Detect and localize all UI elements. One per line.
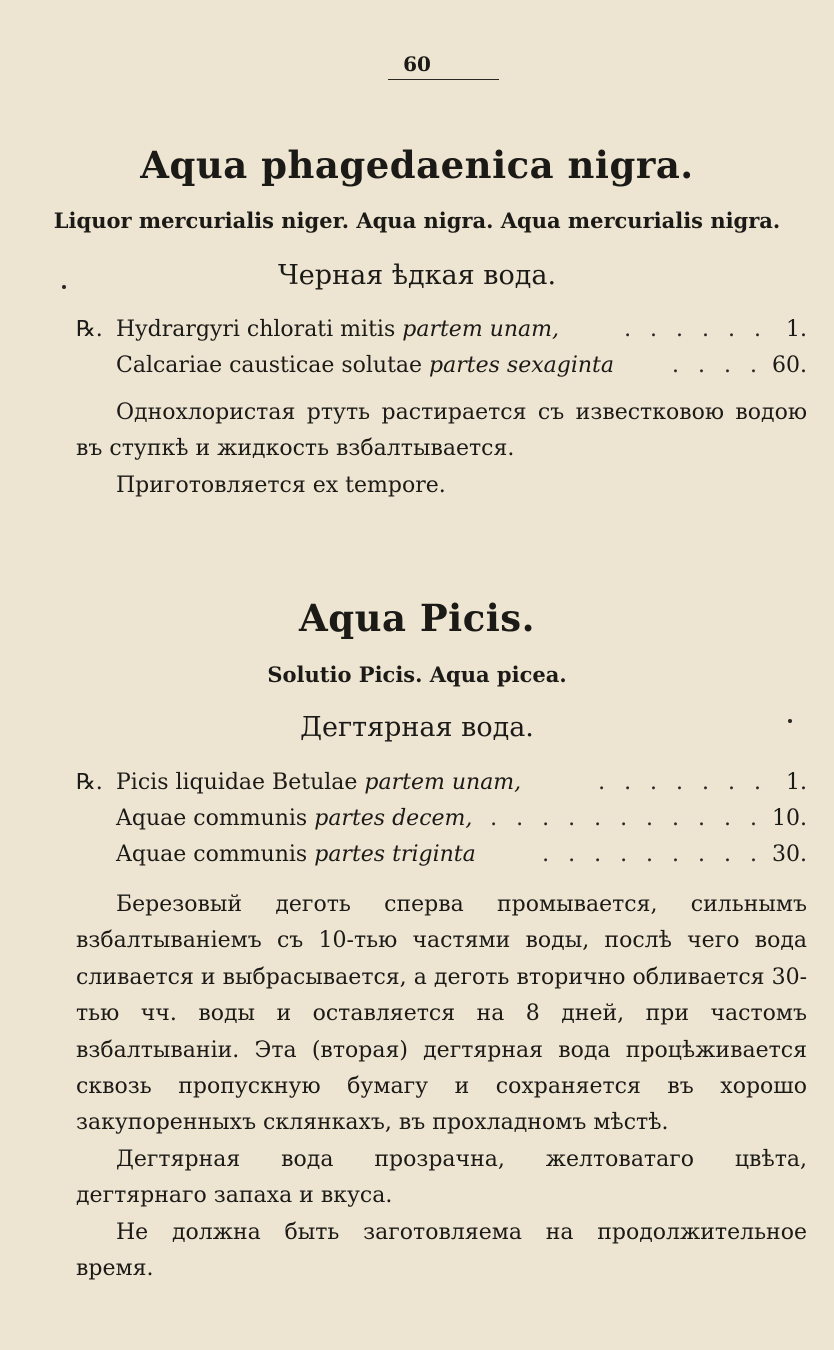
page-number: 60 bbox=[403, 52, 431, 76]
paragraph: Не должна быть заготовляема на продолжительное время. bbox=[76, 1219, 807, 1282]
recipe-symbol: ℞. bbox=[76, 317, 103, 342]
recipe-amount: 1. bbox=[782, 767, 807, 799]
recipe-quantity: partes sexaginta bbox=[429, 353, 614, 378]
paragraph: Приготовляется ex tempore. bbox=[116, 472, 446, 498]
section-russian-name: Черная ѣдкая вода. bbox=[277, 260, 557, 291]
recipe-line: . . . . . . ℞. Hydrargyri chlorati mitis partem unam, 1. bbox=[76, 314, 807, 346]
recipe-quantity: partem unam, bbox=[364, 770, 522, 795]
recipe-ingredient: Calcariae causticae solutae bbox=[116, 353, 423, 378]
paragraph: Березовый деготь сперва промывается, сильнымъ взбалтываніемъ съ 10-тью частями воды, послѣ чего вода сливается и выбрасывается, а деготь вторично обливается 30-тью чч. воды и оставляется на 8 дней, при частомъ взбалтываніи. Эта (вторая) дегтярная вода процѣживается сквозь пропускную бумагу и сохраняется въ хорошо закупоренныхъ склянкахъ, въ прохладномъ мѣстѣ. bbox=[76, 892, 807, 1136]
recipe-quantity: partes triginta bbox=[314, 842, 476, 867]
section-title: Aqua Picis. bbox=[298, 596, 535, 640]
page-number-rule bbox=[388, 79, 499, 80]
recipe-amount: 10. bbox=[768, 803, 807, 835]
recipe-symbol: ℞. bbox=[76, 770, 103, 795]
paragraph: Дегтярная вода прозрачна, желтоватаго цвѣта, дегтярнаго запаха и вкуса. bbox=[76, 1146, 807, 1209]
recipe-amount: 1. bbox=[782, 314, 807, 346]
recipe-line: . . . . . . . ℞. Picis liquidae Betulae partem unam, 1. bbox=[76, 767, 807, 799]
recipe-quantity: partes decem, bbox=[314, 806, 473, 831]
ink-speck bbox=[788, 719, 792, 723]
recipe-ingredient: Picis liquidae Betulae bbox=[116, 770, 358, 795]
recipe-amount: 60. bbox=[768, 350, 807, 382]
recipe-line: . . . . . . . . . . . Aquae communis partes decem, 10. bbox=[76, 803, 807, 835]
recipe-quantity: partem unam, bbox=[402, 317, 559, 342]
ink-speck bbox=[62, 285, 66, 289]
recipe-line: . . . . . . . . . Aquae communis partes triginta 30. bbox=[76, 839, 807, 871]
section-russian-name: Дегтярная вода. bbox=[300, 712, 534, 743]
section-text bbox=[76, 887, 807, 1287]
recipe-ingredient: Aquae communis bbox=[116, 842, 308, 867]
paragraph: Однохлористая ртуть растирается съ известковою водою въ ступкѣ и жидкость взбалтывается. bbox=[76, 400, 807, 462]
recipe-amount: 30. bbox=[768, 839, 807, 871]
section-title: Aqua phagedaenica nigra. bbox=[140, 143, 694, 187]
recipe-ingredient: Hydrargyri chlorati mitis bbox=[116, 317, 396, 342]
recipe-line: . . . . Calcariae causticae solutae partes sexaginta 60. bbox=[76, 350, 807, 382]
recipe-ingredient: Aquae communis bbox=[116, 806, 308, 831]
section-synonyms: Liquor mercurialis niger. Aqua nigra. Aqua mercurialis nigra. bbox=[53, 208, 781, 233]
section-text bbox=[76, 395, 807, 504]
section-synonyms: Solutio Picis. Aqua picea. bbox=[267, 662, 567, 687]
